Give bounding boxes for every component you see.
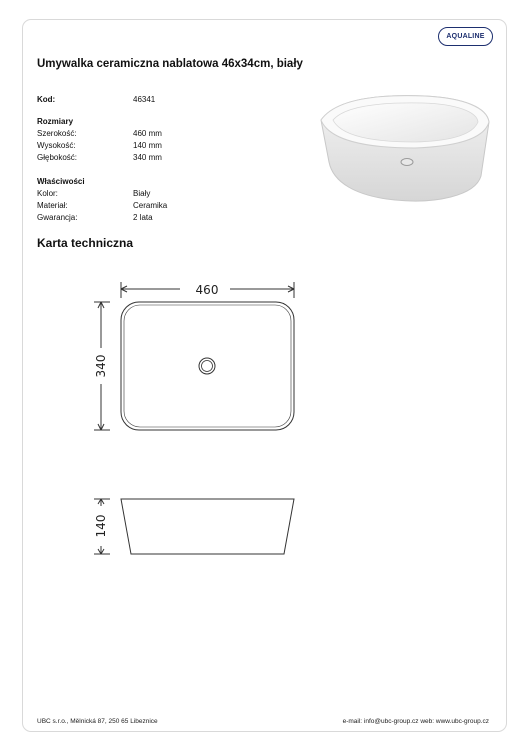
- brand-logo-text: AQUALINE: [446, 33, 485, 40]
- top-view-inner: [124, 305, 291, 427]
- top-view-outer: [121, 302, 294, 430]
- property-value: Ceramika: [133, 201, 168, 210]
- dimension-value: 340 mm: [133, 153, 162, 162]
- property-row-material: [37, 201, 167, 211]
- property-value: Biały: [133, 189, 151, 198]
- property-label: Materiał:: [37, 201, 68, 210]
- height-dim-label: 140: [94, 514, 108, 538]
- product-title: Umywalka ceramiczna nablatowa 46x34cm, biały: [37, 58, 303, 70]
- brand-logo: [438, 27, 493, 46]
- tech-drawing-title: Karta techniczna: [37, 236, 134, 250]
- dimension-label: Wysokość:: [37, 141, 76, 150]
- technical-drawing: [80, 270, 320, 580]
- kod-label: Kod:: [37, 95, 56, 104]
- property-label: Kolor:: [37, 189, 58, 198]
- depth-dim-label: 340: [94, 354, 108, 378]
- product-photo: [315, 92, 493, 208]
- dimension-value: 460 mm: [133, 129, 162, 138]
- dimension-label: Głębokość:: [37, 153, 78, 162]
- footer-contact: e-mail: info@ubc-group.cz web: www.ubc-group.cz: [342, 718, 489, 725]
- top-view-drain-inner: [202, 361, 213, 372]
- kod-value: 46341: [133, 95, 156, 104]
- property-label: Gwarancja:: [37, 213, 78, 222]
- footer-address: UBC s.r.o., Mělnická 87, 250 65 Libeznice: [37, 718, 158, 725]
- properties-heading: Właściwości: [37, 177, 85, 186]
- dimension-row-depth: [37, 153, 162, 163]
- width-dim-label: 460: [195, 283, 219, 297]
- property-value: 2 lata: [133, 213, 153, 222]
- property-row-warranty: [37, 213, 153, 223]
- drain-hole: [401, 159, 413, 166]
- dimension-label: Szerokość:: [37, 129, 77, 138]
- dimension-value: 140 mm: [133, 141, 162, 150]
- kod-row: [37, 95, 155, 105]
- dimension-row-width: [37, 129, 162, 139]
- side-view-outline: [121, 499, 294, 554]
- dimensions-heading: Rozmiary: [37, 117, 74, 126]
- property-row-color: [37, 189, 150, 199]
- dimension-row-height: [37, 141, 162, 151]
